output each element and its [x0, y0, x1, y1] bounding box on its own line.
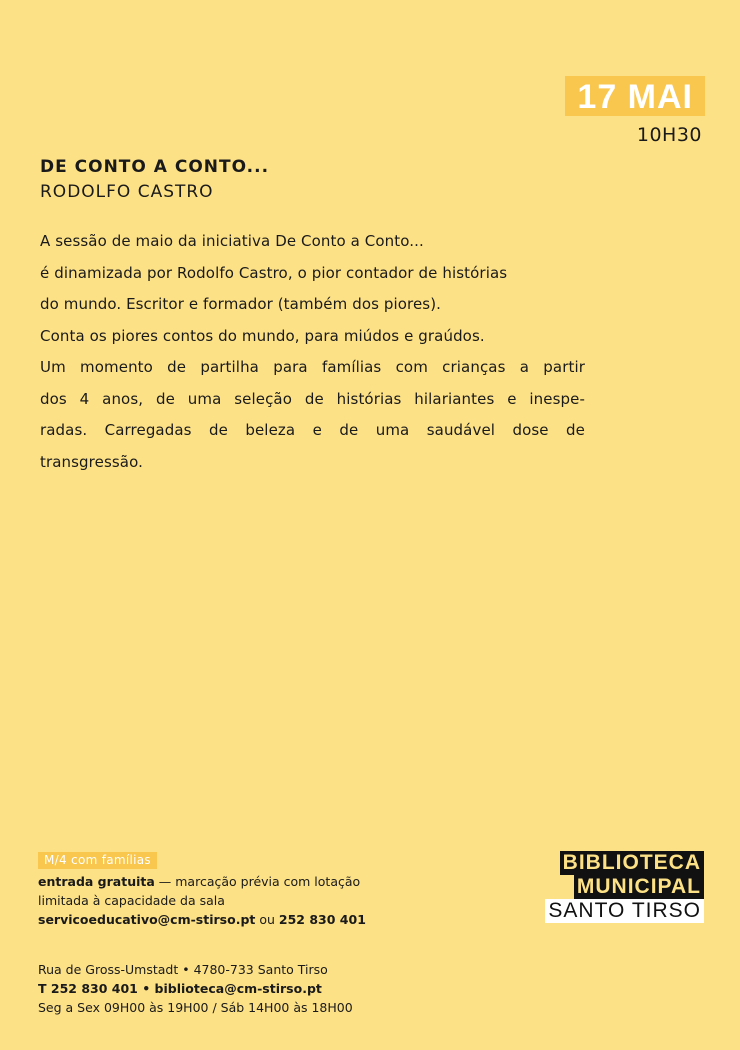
entry-line [38, 872, 366, 891]
event-title: DE CONTO A CONTO... [40, 157, 270, 177]
entry-note-line2: limitada à capacidade da sala [38, 893, 225, 908]
entry-label: entrada gratuita [38, 874, 155, 889]
contact-phone[interactable]: 252 830 401 [278, 912, 366, 927]
logo-line-3: SANTO TIRSO [545, 899, 704, 923]
contact-or: ou [255, 912, 279, 927]
contact-email-link[interactable]: servicoeducativo@cm-stirso.pt [38, 912, 256, 927]
description-line: A sessão de maio da iniciativa De Conto a Conto... [40, 232, 424, 250]
contact-line [38, 910, 366, 929]
logo-line-1: BIBLIOTECA [560, 851, 704, 875]
address-line: Rua de Gross-Umstadt • 4780-733 Santo Tirso [38, 962, 328, 977]
event-subtitle: RODOLFO CASTRO [40, 182, 214, 202]
description-line: transgressão. [40, 452, 143, 471]
event-description [40, 226, 585, 478]
library-address [38, 960, 353, 1017]
entry-note: — marcação prévia com lotação [154, 874, 361, 889]
description-line: dos 4 anos, de uma seleção de histórias hilariantes e inespe- [40, 389, 585, 408]
description-line: radas. Carregadas de beleza e de uma saudável dose de [40, 421, 585, 439]
entry-info [38, 872, 366, 929]
description-line: Conta os piores contos do mundo, para miúdos e graúdos. [40, 326, 485, 345]
logo-line-2: MUNICIPAL [574, 875, 704, 899]
event-time: 10H30 [636, 124, 702, 146]
description-line: Um momento de partilha para famílias com crianças a partir [40, 358, 585, 376]
opening-hours: Seg a Sex 09H00 às 19H00 / Sáb 14H00 às 18H00 [38, 1000, 353, 1015]
event-date: 17 MAI [565, 76, 705, 116]
library-logo [545, 851, 704, 923]
description-line: é dinamizada por Rodolfo Castro, o pior contador de histórias [40, 263, 508, 282]
audience-badge: M/4 com famílias [38, 852, 157, 869]
address-contact: T 252 830 401 • biblioteca@cm-stirso.pt [38, 981, 322, 996]
description-line: do mundo. Escritor e formador (também dos piores). [40, 295, 442, 313]
